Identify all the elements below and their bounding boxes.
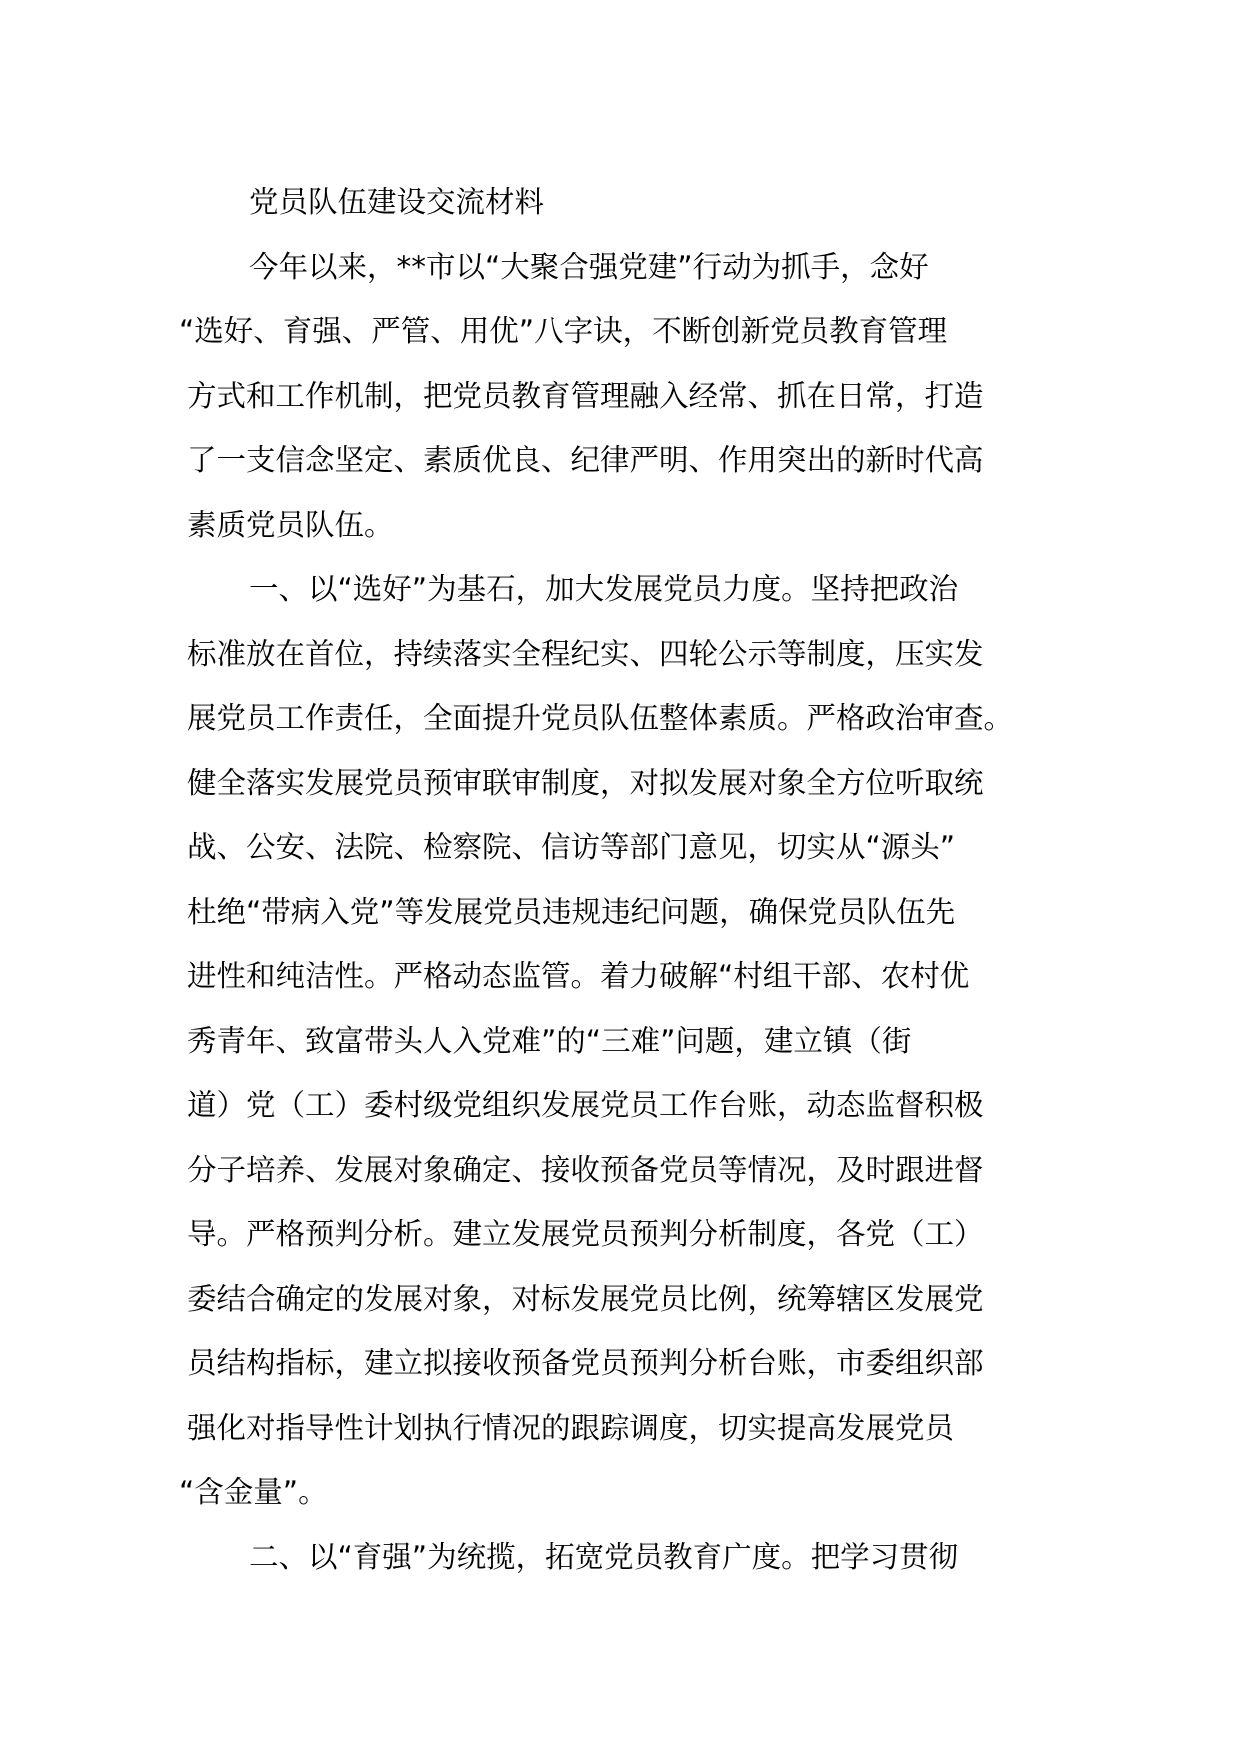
paragraph-line: 导。严格预判分析。建立发展党员预判分析制度，各党（工） <box>187 1217 984 1251</box>
paragraph-line: 健全落实发展党员预审联审制度，对拟发展对象全方位听取统 <box>187 765 984 800</box>
paragraph-line: 道）党（工）委村级党组织发展党员工作台账，动态监督积极 <box>187 1088 984 1122</box>
paragraph-line: 杜绝“带病入党”等发展党员违规违纪问题，确保党员队伍先 <box>187 894 956 929</box>
paragraph-line: 了一支信念坚定、素质优良、纪律严明、作用突出的新时代高 <box>187 443 984 477</box>
paragraph-line: 今年以来，**市以“大聚合强党建”行动为抓手，念好 <box>249 249 929 284</box>
paragraph-line: 二、以“育强”为统揽，拓宽党员教育广度。把学习贯彻 <box>249 1539 959 1574</box>
paragraph-line: 战、公安、法院、检察院、信访等部门意见，切实从“源头” <box>187 830 956 864</box>
paragraph-line: 委结合确定的发展对象，对标发展党员比例，统筹辖区发展党 <box>187 1281 984 1316</box>
paragraph-line: 素质党员队伍。 <box>187 507 394 542</box>
paragraph-line: 方式和工作机制，把党员教育管理融入经常、抓在日常，打造 <box>187 378 984 413</box>
paragraph-line: “含金量”。 <box>179 1475 328 1509</box>
paragraph-line: 强化对指导性计划执行情况的跟踪调度，切实提高发展党员 <box>187 1410 955 1445</box>
document-title: 党员队伍建设交流材料 <box>249 185 545 219</box>
paragraph-line: “选好、育强、严管、用优”八字诀，不断创新党员教育管理 <box>179 314 948 348</box>
paragraph-line: 分子培养、发展对象确定、接收预备党员等情况，及时跟进督 <box>187 1152 984 1187</box>
paragraph-line: 标准放在首位，持续落实全程纪实、四轮公示等制度，压实发 <box>187 636 984 671</box>
document-body <box>179 170 1053 1589</box>
paragraph-line: 展党员工作责任，全面提升党员队伍整体素质。严格政治审查。 <box>187 701 1014 735</box>
paragraph-line: 进性和纯洁性。严格动态监管。着力破解“村组干部、农村优 <box>187 959 970 993</box>
paragraph-line: 一、以“选好”为基石，加大发展党员力度。坚持把政治 <box>249 572 959 606</box>
paragraph-line: 员结构指标，建立拟接收预备党员预判分析台账，市委组织部 <box>187 1346 984 1380</box>
paragraph-line: 秀青年、致富带头人入党难”的“三难”问题，建立镇（街 <box>187 1023 912 1058</box>
